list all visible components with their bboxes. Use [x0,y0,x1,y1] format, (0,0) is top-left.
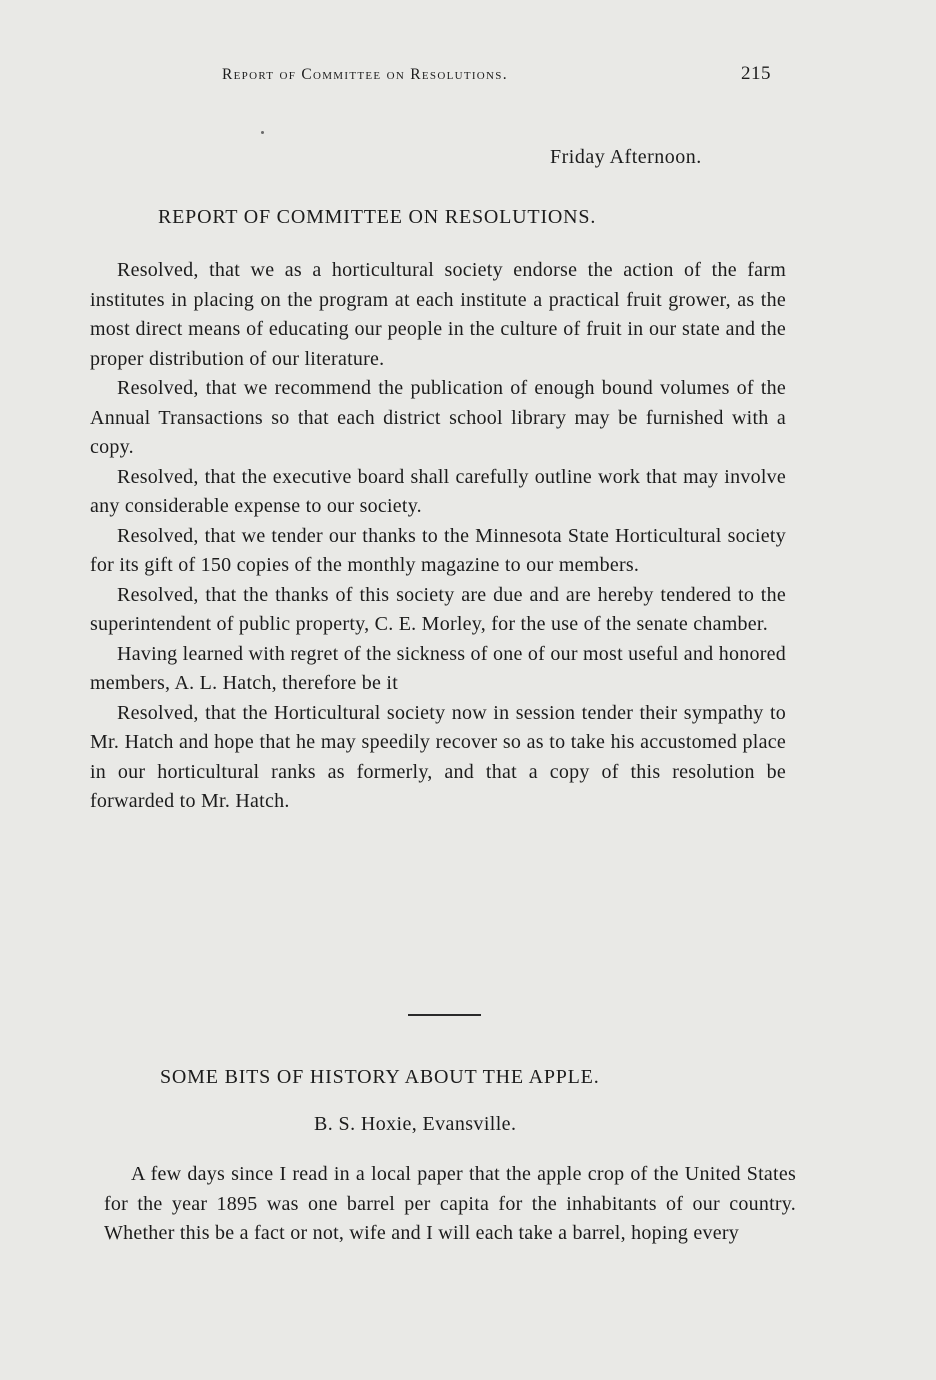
resolution-paragraph: Resolved, that the executive board shall carefully outline work that may involve any considerable expense to our society. [90,465,786,517]
section-title: REPORT OF COMMITTEE ON RESOLUTIONS. [158,206,597,228]
resolutions-body [90,256,786,817]
print-speck [261,131,264,134]
resolution-paragraph: Resolved, that we recommend the publication of enough bound volumes of the Annual Transactions so that each district school library may be furnished with a copy. [90,377,786,458]
page-number: 215 [741,63,771,84]
resolution-paragraph: Resolved, that we tender our thanks to the Minnesota State Horticultural society for its gift of 150 copies of the monthly magazine to our members. [90,524,786,576]
resolution-paragraph: Having learned with regret of the sickness of one of our most useful and honored members, A. L. Hatch, therefore be it [90,642,786,694]
running-head: Report of Committee on Resolutions. [222,66,508,83]
resolution-paragraph: Resolved, that the Horticultural society now in session tender their sympathy to Mr. Hatch and hope that he may speedily recover so as to take his accustomed place in our horticultural ranks as formerly, and that a copy of this resolution be forwarded to Mr. Hatch. [90,701,786,812]
article-body [104,1160,796,1249]
resolution-paragraph: Resolved, that we as a horticultural society endorse the action of the farm institutes in placing on the program at each institute a practical fruit grower, as the most direct means of educating our people in the culture of fruit in our state and the proper distribution of our literature. [90,259,786,370]
article-author: B. S. Hoxie, Evansville. [314,1113,517,1135]
article-title: SOME BITS OF HISTORY ABOUT THE APPLE. [160,1066,600,1088]
section-divider [408,1014,481,1016]
resolution-paragraph: Resolved, that the thanks of this society are due and are hereby tendered to the superintendent of public property, C. E. Morley, for the use of the senate chamber. [90,583,786,635]
article-paragraph: A few days since I read in a local paper that the apple crop of the United States for the year 1895 was one barrel per capita for the inhabitants of our country. Whether this be a fact or not, wife and I will each take a barrel, hoping every [104,1163,796,1244]
session-heading: Friday Afternoon. [550,146,702,168]
